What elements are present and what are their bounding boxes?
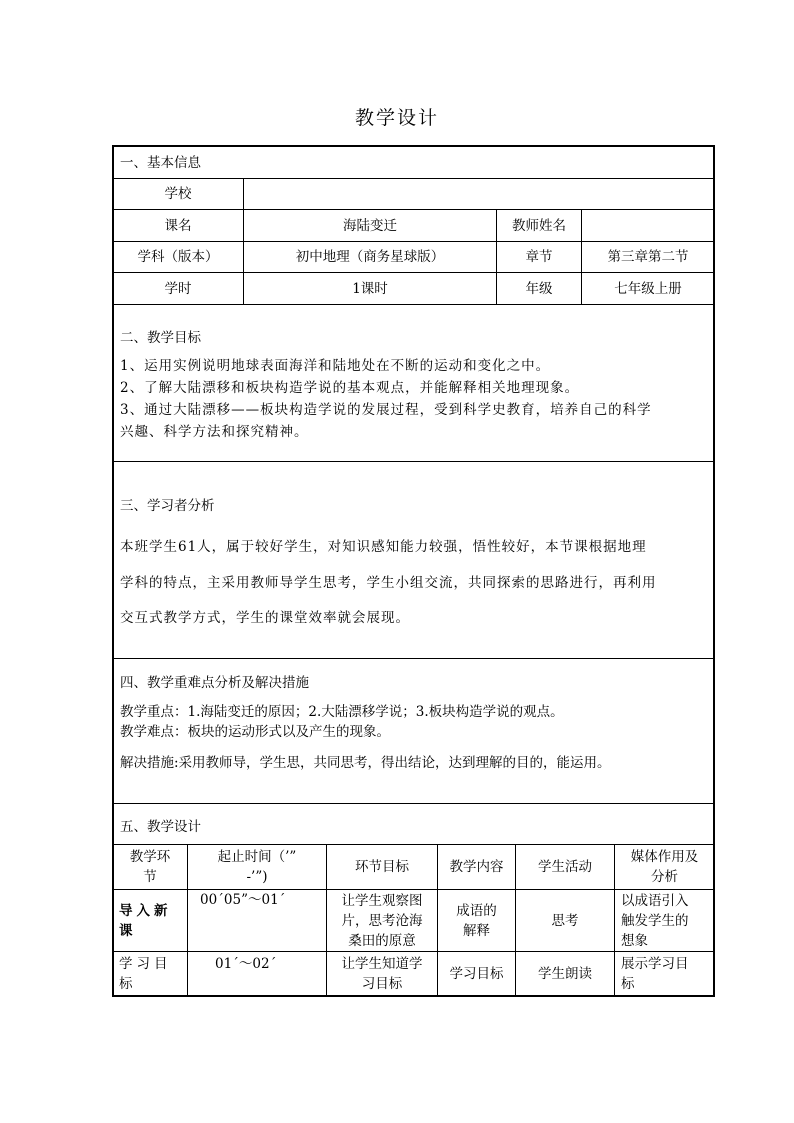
section-heading-learners: 三、学习者分析 bbox=[120, 498, 215, 514]
row1-media bbox=[615, 890, 714, 951]
chapter-label: 章节 bbox=[525, 249, 553, 265]
goal-item: 2、了解大陆漂移和板块构造学说的基本观点，并能解释相关地理现象。 bbox=[120, 380, 580, 396]
goal-item: 1、运用实例说明地球表面海洋和陆地处在不断的运动和变化之中。 bbox=[120, 358, 551, 374]
section-heading-goals: 二、教学目标 bbox=[120, 330, 201, 346]
rule bbox=[113, 304, 714, 305]
row1-media-line: 以成语引入 bbox=[621, 892, 689, 909]
row1-goal-line: 让学生观察图 bbox=[341, 892, 423, 909]
row2-time: 01´～02´ bbox=[215, 956, 277, 972]
learner-text: 交互式教学方式，学生的课堂效率就会展现。 bbox=[120, 610, 410, 626]
row1-activity: 思考 bbox=[551, 912, 579, 929]
row2-stage-line: 学习目 bbox=[119, 955, 172, 972]
row2-media bbox=[615, 952, 714, 995]
row2-activity: 学生朗读 bbox=[538, 965, 592, 982]
row1-stage-line: 课 bbox=[119, 922, 133, 939]
row2-content: 学习目标 bbox=[449, 965, 504, 982]
key-points-text: 教学重点：1.海陆变迁的原因；2.大陆漂移学说；3.板块构造学说的观点。 bbox=[120, 704, 564, 720]
section-heading-design: 五、教学设计 bbox=[120, 819, 201, 835]
row1-content-line: 解释 bbox=[463, 922, 490, 939]
subject-value: 初中地理（商务星球版） bbox=[295, 249, 445, 265]
row2-goal-line: 让学生知道学 bbox=[341, 955, 423, 972]
row1-media-line: 触发学生的 bbox=[621, 912, 689, 929]
row2-media-line: 标 bbox=[621, 975, 635, 992]
row1-goal-line: 桑田的原意 bbox=[348, 932, 416, 949]
hours-value: 1课时 bbox=[352, 280, 388, 297]
header-time-line: 起止时间（’” bbox=[217, 849, 297, 865]
header-media-line: 分析 bbox=[651, 869, 678, 885]
document-title: 教学设计 bbox=[354, 107, 439, 129]
rule bbox=[113, 658, 714, 659]
subject-label: 学科（版本） bbox=[137, 249, 219, 265]
row2-stage-line: 标 bbox=[119, 975, 133, 992]
school-label: 学校 bbox=[164, 186, 192, 202]
header-goal: 环节目标 bbox=[355, 859, 409, 875]
goal-item: 兴趣、科学方法和探究精神。 bbox=[120, 424, 309, 440]
header-stage bbox=[113, 845, 187, 889]
grade-value: 七年级上册 bbox=[614, 280, 682, 297]
header-media bbox=[615, 845, 714, 889]
row1-content bbox=[438, 890, 515, 951]
header-time-line: -’”) bbox=[246, 869, 268, 885]
course-label: 课名 bbox=[164, 217, 192, 234]
header-stage-line: 节 bbox=[143, 869, 157, 885]
row1-goal-line: 片，思考沧海 bbox=[341, 912, 423, 929]
teacher-label: 教师姓名 bbox=[512, 217, 566, 234]
header-stage-line: 教学环 bbox=[129, 849, 171, 865]
row2-goal-line: 习目标 bbox=[361, 975, 403, 992]
chapter-value: 第三章第二节 bbox=[607, 249, 689, 265]
rule bbox=[113, 803, 714, 804]
row2-media-line: 展示学习目 bbox=[621, 955, 689, 972]
row1-goal bbox=[327, 890, 437, 951]
section-heading-basic-info: 一、基本信息 bbox=[120, 155, 201, 171]
hours-label: 学时 bbox=[164, 280, 192, 297]
learner-text: 学科的特点，主采用教师导学生思考，学生小组交流，共同探索的思路进行，再利用 bbox=[120, 575, 657, 591]
row1-media-line: 想象 bbox=[621, 932, 648, 949]
teacher-value bbox=[582, 210, 714, 241]
row1-time: 00´05”～01´ bbox=[200, 892, 286, 908]
course-value: 海陆变迁 bbox=[343, 217, 397, 234]
header-media-line: 媒体作用及 bbox=[630, 849, 699, 865]
row1-content-line: 成语的 bbox=[456, 902, 497, 919]
difficulty-text: 教学难点：板块的运动形式以及产生的现象。 bbox=[120, 724, 390, 740]
header-time bbox=[188, 845, 326, 889]
row2-stage bbox=[113, 952, 187, 995]
grade-label: 年级 bbox=[525, 280, 553, 297]
section-heading-key-points: 四、教学重难点分析及解决措施 bbox=[120, 675, 309, 691]
rule bbox=[113, 461, 714, 462]
header-content: 教学内容 bbox=[449, 859, 504, 875]
learner-text: 本班学生61人，属于较好学生，对知识感知能力较强，悟性较好，本节课根据地理 bbox=[120, 539, 647, 555]
school-value bbox=[244, 179, 714, 209]
row1-stage bbox=[113, 890, 187, 951]
header-activity: 学生活动 bbox=[538, 859, 592, 875]
solution-text: 解决措施:采用教师导，学生思，共同思考，得出结论，达到理解的目的，能运用。 bbox=[120, 755, 611, 771]
row2-goal bbox=[327, 952, 437, 995]
row1-stage-line: 导入新 bbox=[119, 902, 172, 919]
goal-item: 3、通过大陆漂移——板块构造学说的发展过程，受到科学史教育，培养自己的科学 bbox=[120, 402, 652, 418]
